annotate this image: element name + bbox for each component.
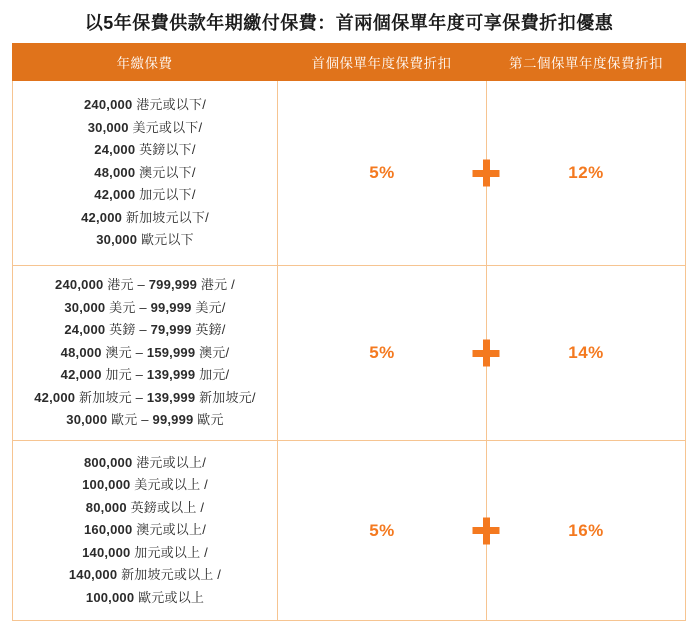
premium-line: 30,000 歐元以下 <box>96 232 194 248</box>
plus-icon <box>473 340 500 367</box>
premium-line: 80,000 英鎊或以上 / <box>85 499 205 515</box>
page-title: 以5年保費供款年期繳付保費：首兩個保單年度可享保費折扣優惠 <box>84 13 614 33</box>
premium-line: 24,000 英鎊 – 79,999 英鎊/ <box>64 322 226 338</box>
premium-line: 100,000 美元或以上 / <box>82 477 208 493</box>
header-annual-premium: 年繳保費 <box>116 56 173 71</box>
first-year-discount-cell <box>277 441 486 620</box>
plus-icon <box>473 517 500 544</box>
second-year-discount-value: 12% <box>568 163 604 182</box>
premium-line: 48,000 澳元 – 159,999 澳元/ <box>60 344 230 360</box>
premium-line: 100,000 歐元或以上 <box>85 589 205 605</box>
table-row <box>13 81 685 265</box>
table-row <box>13 265 685 440</box>
premium-line: 24,000 英鎊以下/ <box>94 142 196 158</box>
table-row <box>13 440 685 620</box>
header-second-year-discount: 第二個保單年度保費折扣 <box>509 56 663 71</box>
table-body <box>12 81 686 621</box>
premium-line: 42,000 加元以下/ <box>94 187 196 203</box>
first-year-discount-value: 5% <box>369 520 395 540</box>
premium-line: 140,000 加元或以上 / <box>82 544 208 560</box>
premium-line: 42,000 加元 – 139,999 加元/ <box>60 367 230 383</box>
premium-line: 140,000 新加坡元或以上 / <box>68 567 222 583</box>
table-header-row <box>12 43 686 81</box>
premium-line: 30,000 美元或以下/ <box>87 119 203 135</box>
premium-line: 30,000 美元 – 99,999 美元/ <box>64 299 226 315</box>
header-first-year-discount: 首個保單年度保費折扣 <box>311 56 452 71</box>
first-year-discount-value: 5% <box>369 163 395 182</box>
page <box>0 9 698 636</box>
annual-premium-cell <box>13 441 277 620</box>
first-year-discount-cell <box>277 81 486 265</box>
annual-premium-cell <box>13 266 277 440</box>
premium-line: 240,000 港元或以下/ <box>83 97 207 113</box>
second-year-discount-cell <box>486 441 685 620</box>
premium-discount-table <box>12 43 686 621</box>
premium-line: 30,000 歐元 – 99,999 歐元 <box>66 412 224 428</box>
second-year-discount-cell <box>486 266 685 440</box>
plus-icon <box>473 160 500 187</box>
second-year-discount-cell <box>486 81 685 265</box>
premium-line: 240,000 港元 – 799,999 港元 / <box>55 277 235 293</box>
premium-line: 42,000 新加坡元以下/ <box>81 209 209 225</box>
annual-premium-cell <box>13 81 277 265</box>
second-year-discount-value: 16% <box>568 520 604 540</box>
first-year-discount-value: 5% <box>369 343 395 362</box>
second-year-discount-value: 14% <box>568 343 604 362</box>
first-year-discount-cell <box>277 266 486 440</box>
premium-line: 800,000 港元或以上/ <box>83 454 207 470</box>
premium-line: 48,000 澳元以下/ <box>94 164 196 180</box>
premium-line: 42,000 新加坡元 – 139,999 新加坡元/ <box>34 389 256 405</box>
premium-line: 160,000 澳元或以上/ <box>83 522 207 538</box>
